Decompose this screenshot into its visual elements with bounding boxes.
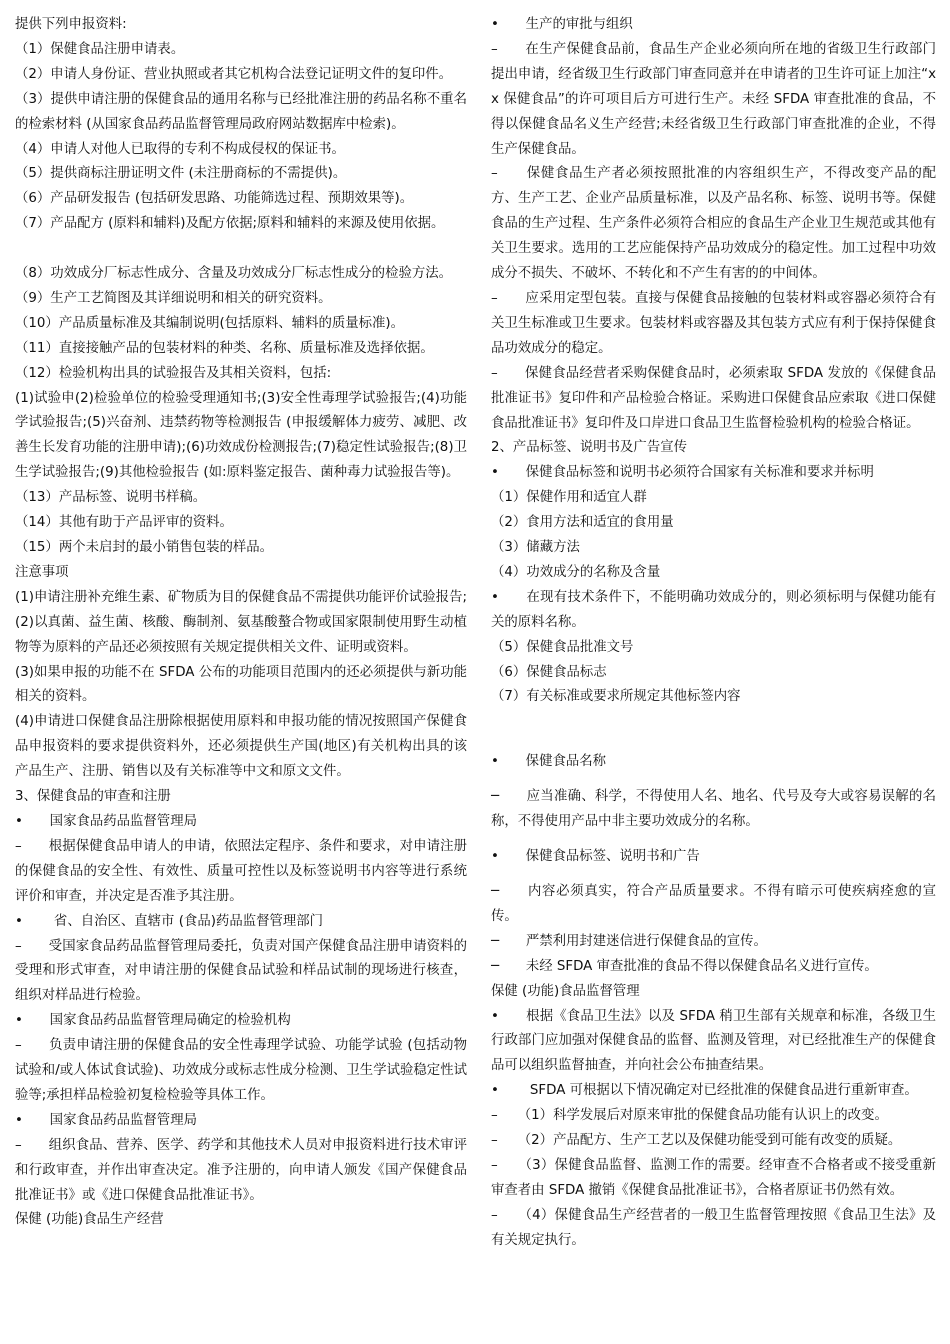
- dash-item: ─ 内容必须真实，符合产品质量要求。不得有暗示可使疾病痊愈的宣传。: [491, 884, 936, 924]
- bullet-item: • SFDA 可根据以下情况确定对已经批准的保健食品进行重新审查。: [491, 1083, 918, 1099]
- blank-line: [491, 710, 936, 750]
- dash-item: – 应采用定型包装。直接与保健食品接触的包装材料或容器必须符合有关卫生标准或卫生要求。包装材料或容器及其包装方式应有利于保持保健食品功效成分的稳定。: [491, 290, 936, 356]
- blank-line: [491, 870, 936, 880]
- dash-item: – 保健食品经营者采购保健食品时，必须索取 SFDA 发放的《保健食品批准证书》复印件和产品检验合格证。采购进口保健食品应索取《进口保健食品批准证书》复印件及口岸进口食品卫生监督检验机构的检验合格证。: [491, 365, 936, 431]
- paragraph: （13）产品标签、说明书样稿。: [15, 490, 207, 506]
- dash-item: – （4）保健食品生产经营者的一般卫生监督管理按照《食品卫生法》及有关规定执行。: [491, 1207, 936, 1248]
- bullet-item: • 在现有技术条件下，不能明确功效成分的，则必须标明与保健功能有关的原料名称。: [491, 589, 936, 630]
- list-item: （7）有关标准或要求所规定其他标签内容: [491, 689, 741, 705]
- blank-line: [491, 775, 936, 785]
- right-column: [491, 13, 936, 1254]
- paragraph: （15）两个未启封的最小销售包装的样品。: [15, 540, 274, 556]
- paragraph: （11）直接接触产品的包装材料的种类、名称、质量标准及选择依据。: [15, 340, 434, 356]
- dash-item: ─ 未经 SFDA 审查批准的食品不得以保健食品名义进行宣传。: [491, 958, 878, 974]
- bullet-item: • 国家食品药品监督管理局确定的检验机构: [15, 1013, 291, 1029]
- paragraph: （8）功效成分厂标志性成分、含量及功效成分厂标志性成分的检验方法。: [15, 266, 453, 282]
- section-heading: 保健 (功能)食品监督管理: [491, 983, 640, 999]
- dash-item: – （1）科学发展后对原来审批的保健食品功能有认识上的改变。: [491, 1108, 888, 1124]
- bullet-item: • 保健食品标签和说明书必须符合国家有关标准和要求并标明: [491, 465, 874, 481]
- section-heading: 3、保健食品的审查和注册: [15, 789, 171, 805]
- list-item: （5）保健食品批准文号: [491, 639, 634, 655]
- section-heading: 2、产品标签、说明书及广告宣传: [491, 440, 687, 456]
- bullet-item: • 生产的审批与组织: [491, 17, 633, 32]
- left-column: [15, 13, 467, 1233]
- paragraph: （14）其他有助于产品评审的资料。: [15, 515, 233, 531]
- dash-item: ─ 严禁利用封建迷信进行保健食品的宣传。: [491, 933, 767, 949]
- paragraph: （3）提供申请注册的保健食品的通用名称与已经批准注册的药品名称不重名的检索材料 (从国家食品药品监督管理局政府网站数据库中检索)。: [15, 91, 467, 132]
- paragraph: (1)试验申(2)检验单位的检验受理通知书;(3)安全性毒理学试验报告;(4)功能学试验报告;(5)兴奋剂、违禁药物等检测报告 (申报缓解体力疲劳、减肥、改善生长发育功能的注册申请);(6)功效成份检测报告;(7)稳定性试验报告;(8)卫生学试验报告;(9)其他检验报告 (如:原料鉴定报告、菌种毒力试验报告等)。: [15, 390, 467, 481]
- paragraph: （12）检验机构出具的试验报告及其相关资料，包括:: [15, 365, 332, 381]
- dash-item: – 保健食品生产者必须按照批准的内容组织生产，不得改变产品的配方、生产工艺、企业产品质量标准，以及产品名称、标签、说明书等。保健食品的生产过程、生产条件必须符合相应的食品生产企业卫生规范或其他有关卫生要求。选用的工艺应能保持产品功效成分的稳定性。加工过程中功效成分不损失、不破坏、不转化和不产生有害的的中间体。: [491, 166, 936, 282]
- bullet-item: • 国家食品药品监督管理局: [15, 1112, 197, 1128]
- paragraph: （5）提供商标注册证明文件 (未注册商标的不需提供)。: [15, 166, 347, 182]
- dash-item: – 在生产保健食品前，食品生产企业必须向所在地的省级卫生行政部门提出申请，经省级卫生行政部门审查同意并在申请者的卫生许可证上加注“xx 保健食品”的许可项目后方可进行生产。未经 SFDA 审查批准的食品，不得以保健食品名义生产经营;未经省级卫生行政部门审查批准的企业，不得生产保健食品。: [491, 41, 936, 157]
- dash-item: – 根据保健食品申请人的申请，依照法定程序、条件和要求，对申请注册的保健食品的安全性、有效性、质量可控性以及标签说明书内容等进行系统评价和审查，并决定是否准予其注册。: [15, 838, 467, 904]
- dash-item: – （3）保健食品监督、监测工作的需要。经审查不合格者或不接受重新审查者由 SFDA 撤销《保健食品批准证书》，合格者原证书仍然有效。: [491, 1157, 936, 1198]
- section-heading: 注意事项: [15, 564, 69, 580]
- paragraph: （7）产品配方 (原料和辅料)及配方依据;原料和辅料的来源及使用依据。: [15, 216, 445, 232]
- list-item: （1）保健作用和适宜人群: [491, 490, 647, 506]
- dash-item: ─ 应当准确、科学，不得使用人名、地名、代号及夸大或容易误解的名称，不得使用产品中非主要功效成分的名称。: [491, 789, 936, 830]
- paragraph: 提供下列申报资料:: [15, 17, 127, 32]
- blank-line: [15, 237, 467, 262]
- paragraph: （2）申请人身份证、营业执照或者其它机构合法登记证明文件的复印件。: [15, 66, 453, 82]
- dash-item: – 组织食品、营养、医学、药学和其他技术人员对申报资料进行技术审评和行政审查，并作出审查决定。准予注册的，向申请人颁发《国产保健食品批准证书》或《进口保健食品批准证书》。: [15, 1137, 467, 1203]
- dash-item: – 受国家食品药品监督管理局委托，负责对国产保健食品注册申请资料的受理和形式审查，对申请注册的保健食品试验和样品试制的现场进行核查，组织对样品进行检验。: [15, 938, 467, 1004]
- section-heading: 保健 (功能)食品生产经营: [15, 1212, 164, 1228]
- paragraph: （6）产品研发报告 (包括研发思路、功能筛选过程、预期效果等)。: [15, 191, 414, 207]
- list-item: （4）功效成分的名称及含量: [491, 564, 661, 580]
- list-item: （3）储藏方法: [491, 540, 580, 556]
- paragraph: (3)如果申报的功能不在 SFDA 公布的功能项目范围内的还必须提供与新功能相关的资料。: [15, 664, 467, 705]
- paragraph: （10）产品质量标准及其编制说明(包括原料、辅料的质量标准)。: [15, 315, 405, 331]
- paragraph: （1）保健食品注册申请表。: [15, 41, 185, 57]
- paragraph: (1)申请注册补充维生素、矿物质为目的保健食品不需提供功能评价试验报告;: [15, 589, 467, 605]
- blank-line: [491, 835, 936, 845]
- bullet-item: • 国家食品药品监督管理局: [15, 813, 197, 829]
- paragraph: (2)以真菌、益生菌、核酸、酶制剂、氨基酸螯合物或国家限制使用野生动植物等为原料的产品还必须按照有关规定提供相关文件、证明或资料。: [15, 614, 467, 655]
- bullet-item: • 保健食品名称: [491, 754, 607, 770]
- bullet-item: • 根据《食品卫生法》以及 SFDA 稍卫生部有关规章和标准，各级卫生行政部门应加强对保健食品的监督、监测及管理，对已经批准生产的保健食品可以组织监督抽查，并向社会公布抽查结果。: [491, 1008, 936, 1074]
- bullet-item: • 保健食品标签、说明书和广告: [491, 849, 700, 865]
- paragraph: （9）生产工艺简图及其详细说明和相关的研究资料。: [15, 290, 332, 306]
- bullet-item: • 省、自治区、直辖市 (食品)药品监督管理部门: [15, 913, 324, 929]
- dash-item: – 负责申请注册的保健食品的安全性毒理学试验、功能学试验 (包括动物试验和/或人体试食试验)、功效成分或标志性成分检测、卫生学试验稳定性试验等;承担样品检验初复检检验等具体工作。: [15, 1038, 467, 1103]
- paragraph: （4）申请人对他人已取得的专利不构成侵权的保证书。: [15, 141, 345, 157]
- paragraph: (4)申请进口保健食品注册除根据使用原料和申报功能的情况按照国产保健食品申报资料的要求提供资料外，还必须提供生产国(地区)有关机构出具的该产品生产、注册、销售以及有关标准等中文和原文文件。: [15, 714, 467, 780]
- list-item: （6）保健食品标志: [491, 664, 607, 680]
- list-item: （2）食用方法和适宜的食用量: [491, 515, 674, 531]
- dash-item: – （2）产品配方、生产工艺以及保健功能受到可能有改变的质疑。: [491, 1133, 902, 1149]
